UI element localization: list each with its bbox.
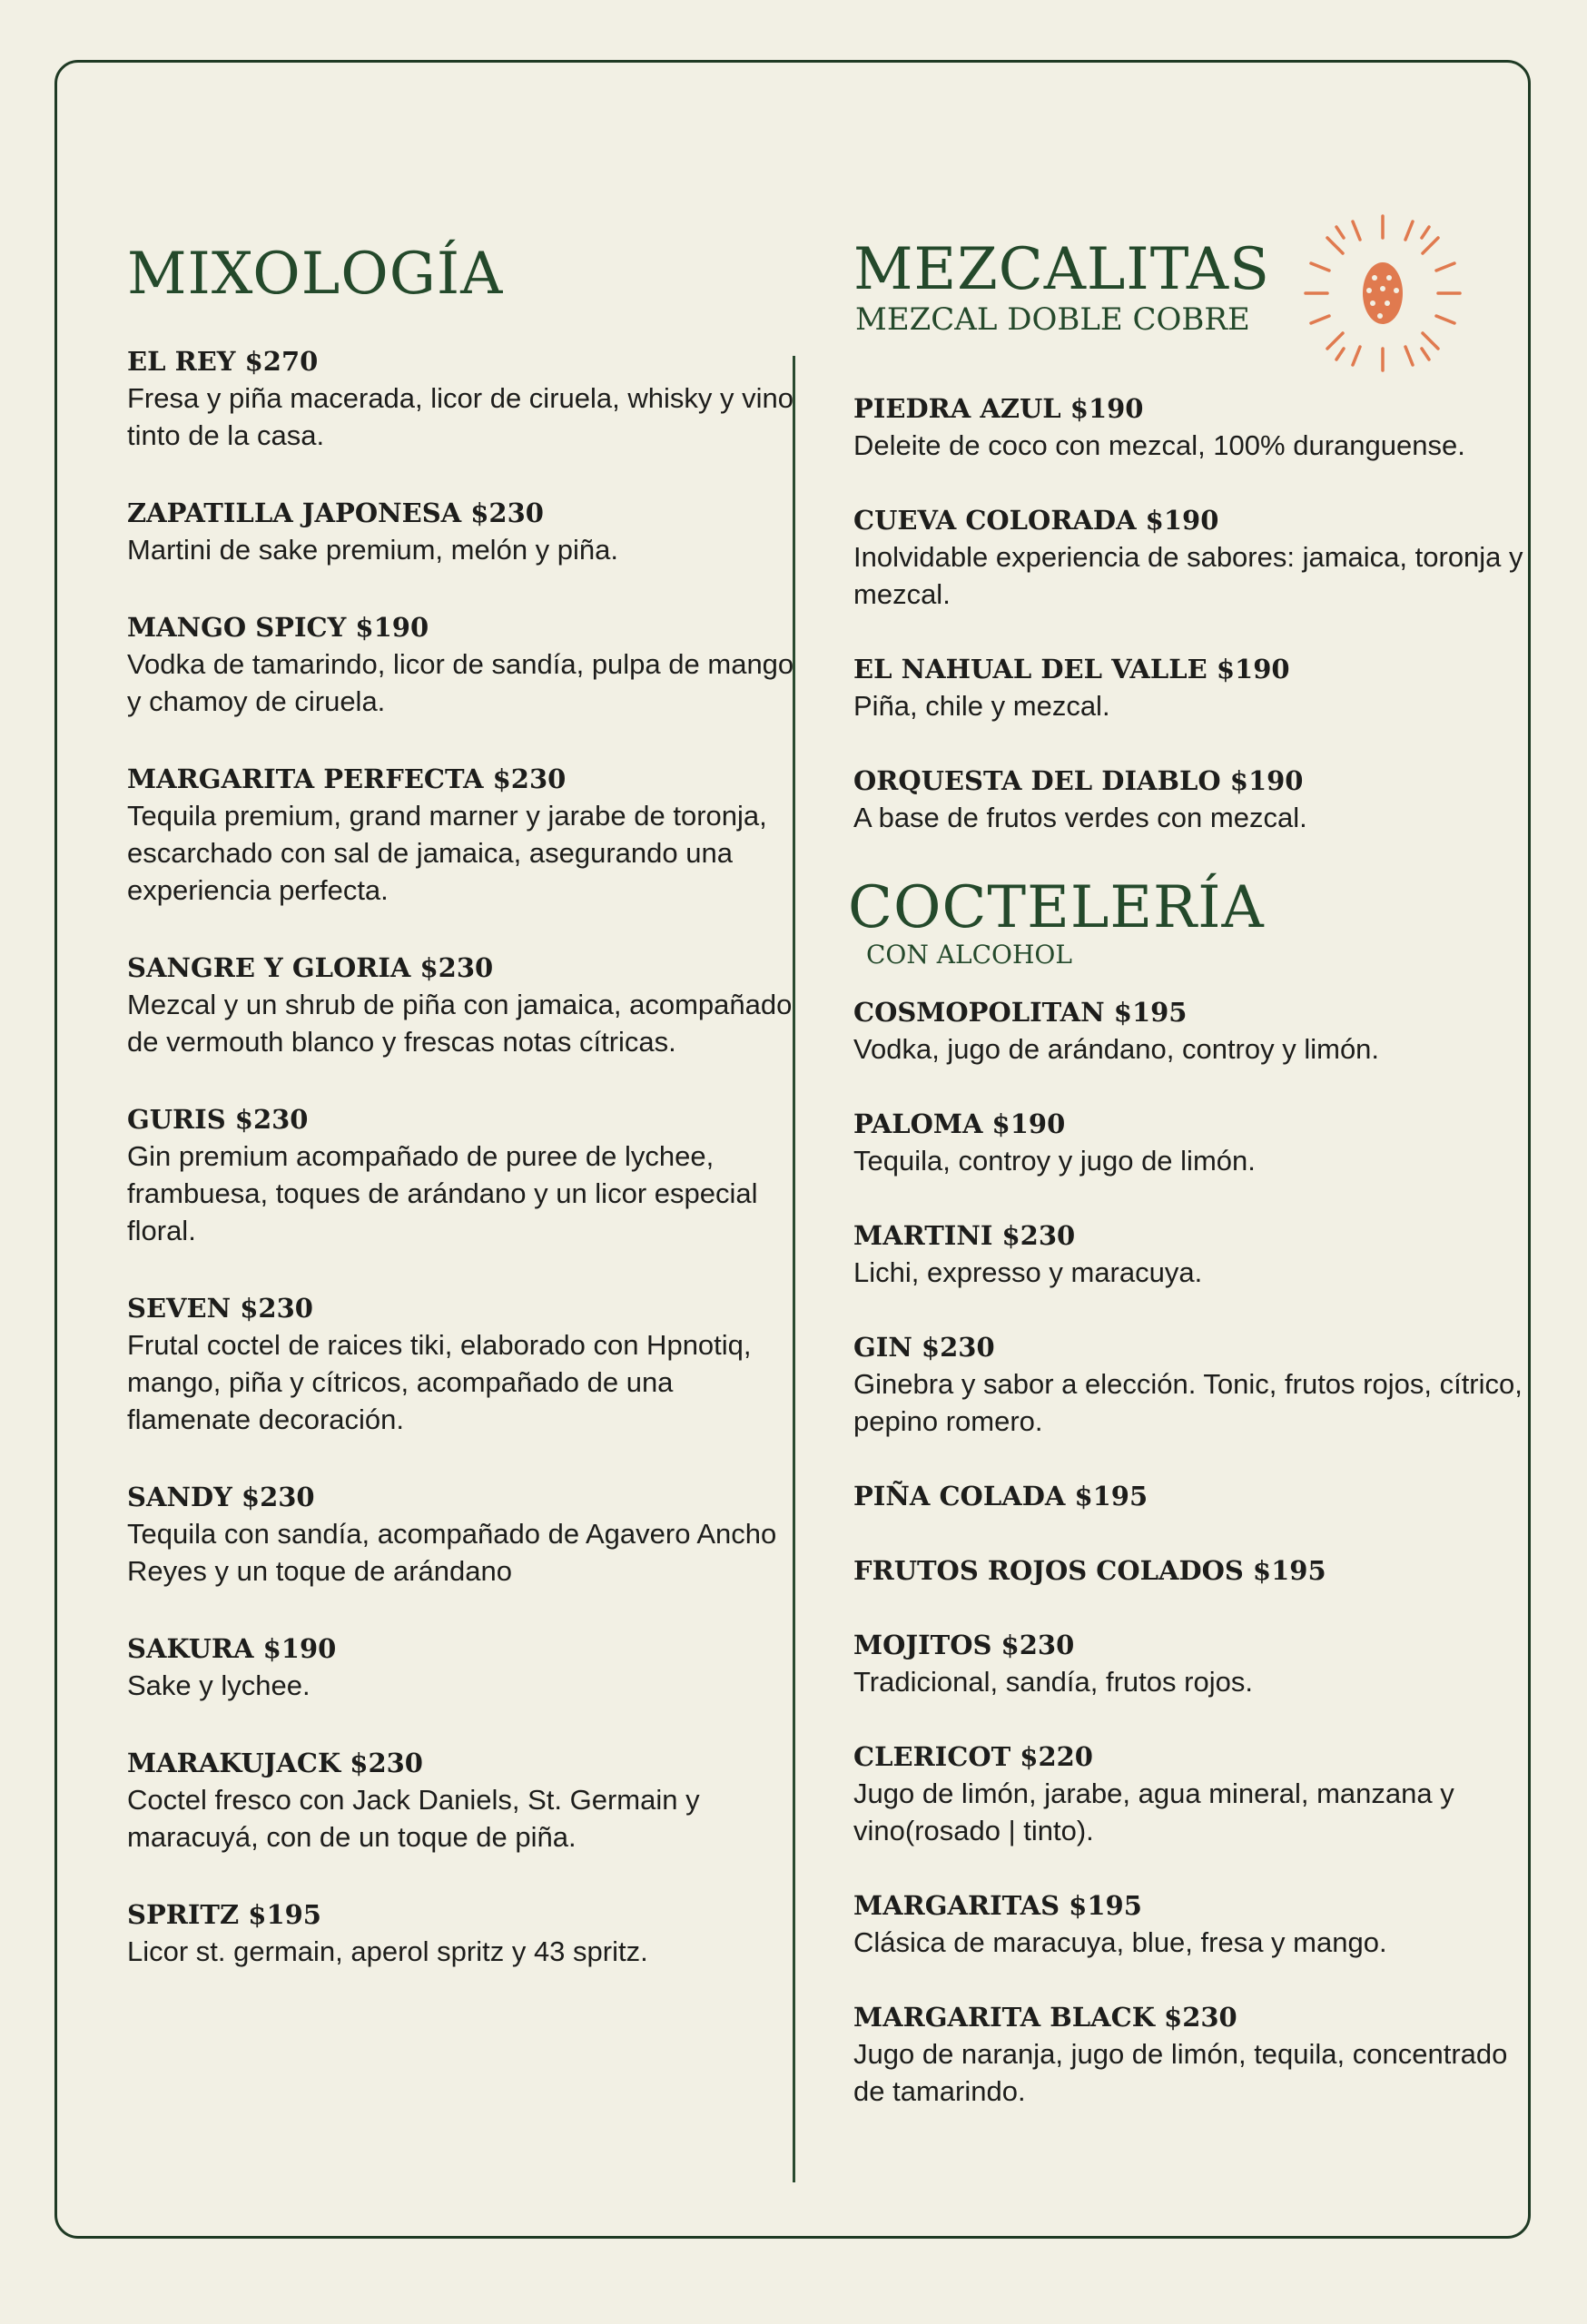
menu-item: [127, 761, 799, 909]
item-name: ZAPATILLA JAPONESA $230: [127, 497, 544, 528]
item-desc: Vodka de tamarindo, licor de sandía, pulpa de mango y chamoy de ciruela.: [127, 648, 794, 717]
item-name: COSMOPOLITAN $195: [853, 997, 1188, 1028]
cocteleria-header: [848, 874, 1525, 970]
item-desc: Lichi, expresso y maracuya.: [853, 1256, 1203, 1288]
item-name: PIÑA COLADA $195: [853, 1481, 1148, 1512]
item-name: CUEVA COLORADA $190: [853, 505, 1219, 536]
item-desc: Ginebra y sabor a elección. Tonic, frutos rojos, cítrico, pepino romero.: [853, 1368, 1523, 1437]
menu-item: [853, 1738, 1525, 1849]
menu-item: [853, 1999, 1525, 2110]
menu-item: [853, 1329, 1525, 1440]
item-desc: Piña, chile y mezcal.: [853, 690, 1110, 722]
mezcalitas-title: MEZCALITAS: [853, 236, 1270, 303]
item-desc: Tequila premium, grand marner y jarabe de toronja, escarchado con sal de jamaica, asegurando una experiencia perfecta.: [127, 800, 767, 906]
item-desc: Mezcal y un shrub de piña con jamaica, acompañado de vermouth blanco y frescas notas cítricas.: [127, 989, 793, 1058]
item-name: PIEDRA AZUL $190: [853, 393, 1144, 424]
item-desc: A base de frutos verdes con mezcal.: [853, 802, 1307, 833]
mezcalitas-subtitle: MEZCAL DOBLE COBRE: [855, 301, 1250, 338]
item-name: MARGARITA BLACK $230: [853, 2002, 1237, 2033]
item-name: SEVEN $230: [127, 1293, 313, 1324]
menu-item: [853, 1552, 1525, 1589]
mixologia-section: [127, 238, 799, 2011]
cocteleria-list: [853, 994, 1525, 2110]
menu-item: [853, 1478, 1525, 1514]
cocteleria-subtitle: CON ALCOHOL: [866, 940, 1072, 970]
item-desc: Frutal coctel de raices tiki, elaborado con Hpnotiq, mango, piña y cítricos, acompañado de una flamenate decoración.: [127, 1329, 752, 1435]
item-name: CLERICOT $220: [853, 1741, 1093, 1772]
menu-item: [127, 1101, 799, 1249]
menu-item: [853, 763, 1525, 836]
item-desc: Martini de sake premium, melón y piña.: [127, 534, 619, 566]
item-desc: Tradicional, sandía, frutos rojos.: [853, 1666, 1253, 1698]
item-name: SAKURA $190: [127, 1633, 337, 1664]
item-name: MARTINI $230: [853, 1220, 1076, 1251]
item-name: MARAKUJACK $230: [127, 1748, 423, 1778]
item-name: GIN $230: [853, 1332, 995, 1363]
menu-item: [127, 1896, 799, 1970]
item-name: MARGARITA PERFECTA $230: [127, 763, 567, 794]
item-name: ORQUESTA DEL DIABLO $190: [853, 765, 1304, 796]
menu-item: [853, 651, 1525, 724]
item-name: MANGO SPICY $190: [127, 612, 429, 643]
mixologia-list: [127, 343, 799, 1970]
item-name: FRUTOS ROJOS COLADOS $195: [853, 1555, 1326, 1586]
item-name: MOJITOS $230: [853, 1630, 1075, 1660]
item-desc: Deleite de coco con mezcal, 100% duranguense.: [853, 429, 1465, 461]
item-desc: Inolvidable experiencia de sabores: jamaica, toronja y mezcal.: [853, 541, 1523, 610]
menu-item: [127, 1290, 799, 1438]
menu-item: [127, 495, 799, 568]
item-desc: Licor st. germain, aperol spritz y 43 spritz.: [127, 1935, 648, 1967]
item-desc: Vodka, jugo de arándano, controy y limón.: [853, 1033, 1380, 1065]
menu-item: [853, 994, 1525, 1068]
item-desc: Fresa y piña macerada, licor de ciruela, whisky y vino tinto de la casa.: [127, 382, 794, 451]
menu-item: [127, 343, 799, 454]
item-desc: Jugo de limón, jarabe, agua mineral, manzana y vino(rosado | tinto).: [853, 1777, 1454, 1846]
right-column: [848, 236, 1525, 2148]
item-desc: Gin premium acompañado de puree de lychee, frambuesa, toques de arándano y un licor especial floral.: [127, 1140, 758, 1246]
item-name: EL REY $270: [127, 346, 319, 377]
item-name: SANGRE Y GLORIA $230: [127, 952, 494, 983]
menu-item: [127, 1479, 799, 1590]
menu-item: [127, 950, 799, 1060]
item-name: MARGARITAS $195: [853, 1890, 1142, 1921]
menu-item: [127, 1745, 799, 1856]
item-name: SPRITZ $195: [127, 1899, 321, 1930]
menu-item: [127, 1630, 799, 1704]
menu-item: [127, 609, 799, 720]
item-desc: Sake y lychee.: [127, 1669, 310, 1701]
menu-item: [853, 502, 1525, 613]
item-desc: Tequila con sandía, acompañado de Agavero Ancho Reyes y un toque de arándano: [127, 1518, 777, 1587]
menu-item: [853, 390, 1525, 464]
cocteleria-title: COCTELERÍA: [848, 874, 1265, 941]
menu-item: [853, 1887, 1525, 1961]
menu-item: [853, 1627, 1525, 1700]
item-name: SANDY $230: [127, 1482, 315, 1512]
item-desc: Clásica de maracuya, blue, fresa y mango.: [853, 1926, 1387, 1958]
mixologia-title: MIXOLOGÍA: [127, 241, 504, 308]
item-desc: Tequila, controy y jugo de limón.: [853, 1145, 1256, 1177]
item-name: EL NAHUAL DEL VALLE $190: [853, 654, 1290, 684]
item-name: GURIS $230: [127, 1104, 309, 1135]
item-desc: Jugo de naranja, jugo de limón, tequila, concentrado de tamarindo.: [853, 2038, 1508, 2107]
item-name: PALOMA $190: [853, 1108, 1066, 1139]
mezcalitas-list: [853, 390, 1525, 836]
item-desc: Coctel fresco con Jack Daniels, St. Germain y maracuyá, con de un toque de piña.: [127, 1784, 700, 1853]
menu-item: [853, 1106, 1525, 1179]
menu-item: [853, 1217, 1525, 1291]
